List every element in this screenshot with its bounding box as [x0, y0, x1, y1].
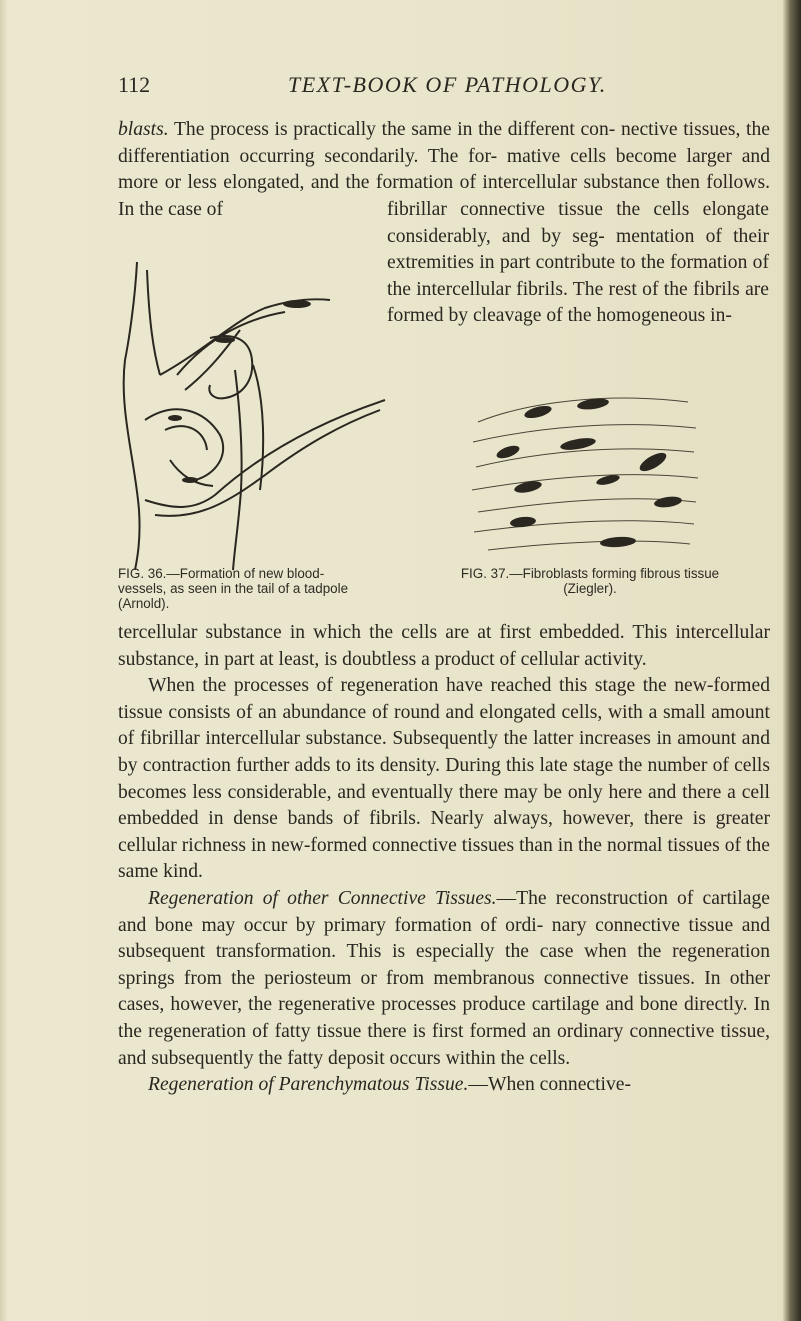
- page-header: [118, 72, 718, 106]
- paragraph-text: —When connective-: [468, 1074, 632, 1096]
- section-heading: Regeneration of Parenchymatous Tissue.: [148, 1074, 469, 1096]
- body-text: [118, 620, 770, 1099]
- figure-36-caption: FIG. 36.—Formation of new blood-vessels, as seen in the tail of a tadpole (Arnold).: [118, 566, 349, 611]
- running-head: TEXT-BOOK OF PATHOLOGY.: [288, 72, 607, 97]
- page-number: 112: [118, 72, 151, 97]
- page-right-edge: [783, 0, 801, 1321]
- paragraph-regeneration-connective: [118, 886, 770, 1072]
- figure-37-caption: FIG. 37.—Fibroblasts forming fibrous tissue (Ziegler).: [460, 566, 720, 596]
- page-left-edge: [0, 0, 8, 1321]
- paragraph-beside-figure: fibrillar connective tissue the cells elongate considerably, and by seg- mentation of their extremities in part contribute to the formation of the intercellular fibrils. The rest of the fibrils are formed by cleavage of the homogeneous in-: [387, 199, 769, 327]
- figure-36-blood-vessels: [115, 260, 395, 570]
- figure-37-fibroblasts: [468, 382, 700, 570]
- paragraph-text: The process is practically the same in the different con- nective tissues, the differentiation occurring secondarily. The for- mative cells become larger and more or less elongated, and the formation of intercellular substance then follows. In the case of: [118, 119, 770, 220]
- paragraph-when: When the processes of regeneration have reached this stage the new-formed tissue consists of an abundance of round and elongated cells, with a small amount of fibrillar intercellular substance. Subsequently the latter increases in amount and by contraction further adds to its density. During this late stage the number of cells becomes less considerable, and eventually there may be only here and there a cell embedded in dense bands of fibrils. Nearly always, however, there is greater cellular richness in new-formed connective tissues than in the normal tissues of the same kind.: [118, 675, 770, 883]
- section-heading: Regeneration of other Connective Tissues.: [148, 887, 497, 909]
- lead-word: blasts.: [118, 119, 169, 140]
- paragraph-continuation: tercellular substance in which the cells are at first embedded. This intercellular substance, in part at least, is doubtless a product of cellular activity.: [118, 622, 770, 670]
- paragraph-regeneration-parenchymatous: [118, 1072, 770, 1099]
- paragraph-text: —The reconstruction of cartilage and bone may occur by primary formation of ordi- nary connective tissue and subsequent transformation. This is especially the case when the regeneration springs from the periosteum or from membranous connective tissues. In other cases, however, the regenerative processes produce cartilage and bone directly. In the regeneration of fatty tissue there is first formed an ordinary connective tissue, and subsequently the fatty deposit occurs within the cells.: [118, 887, 770, 1069]
